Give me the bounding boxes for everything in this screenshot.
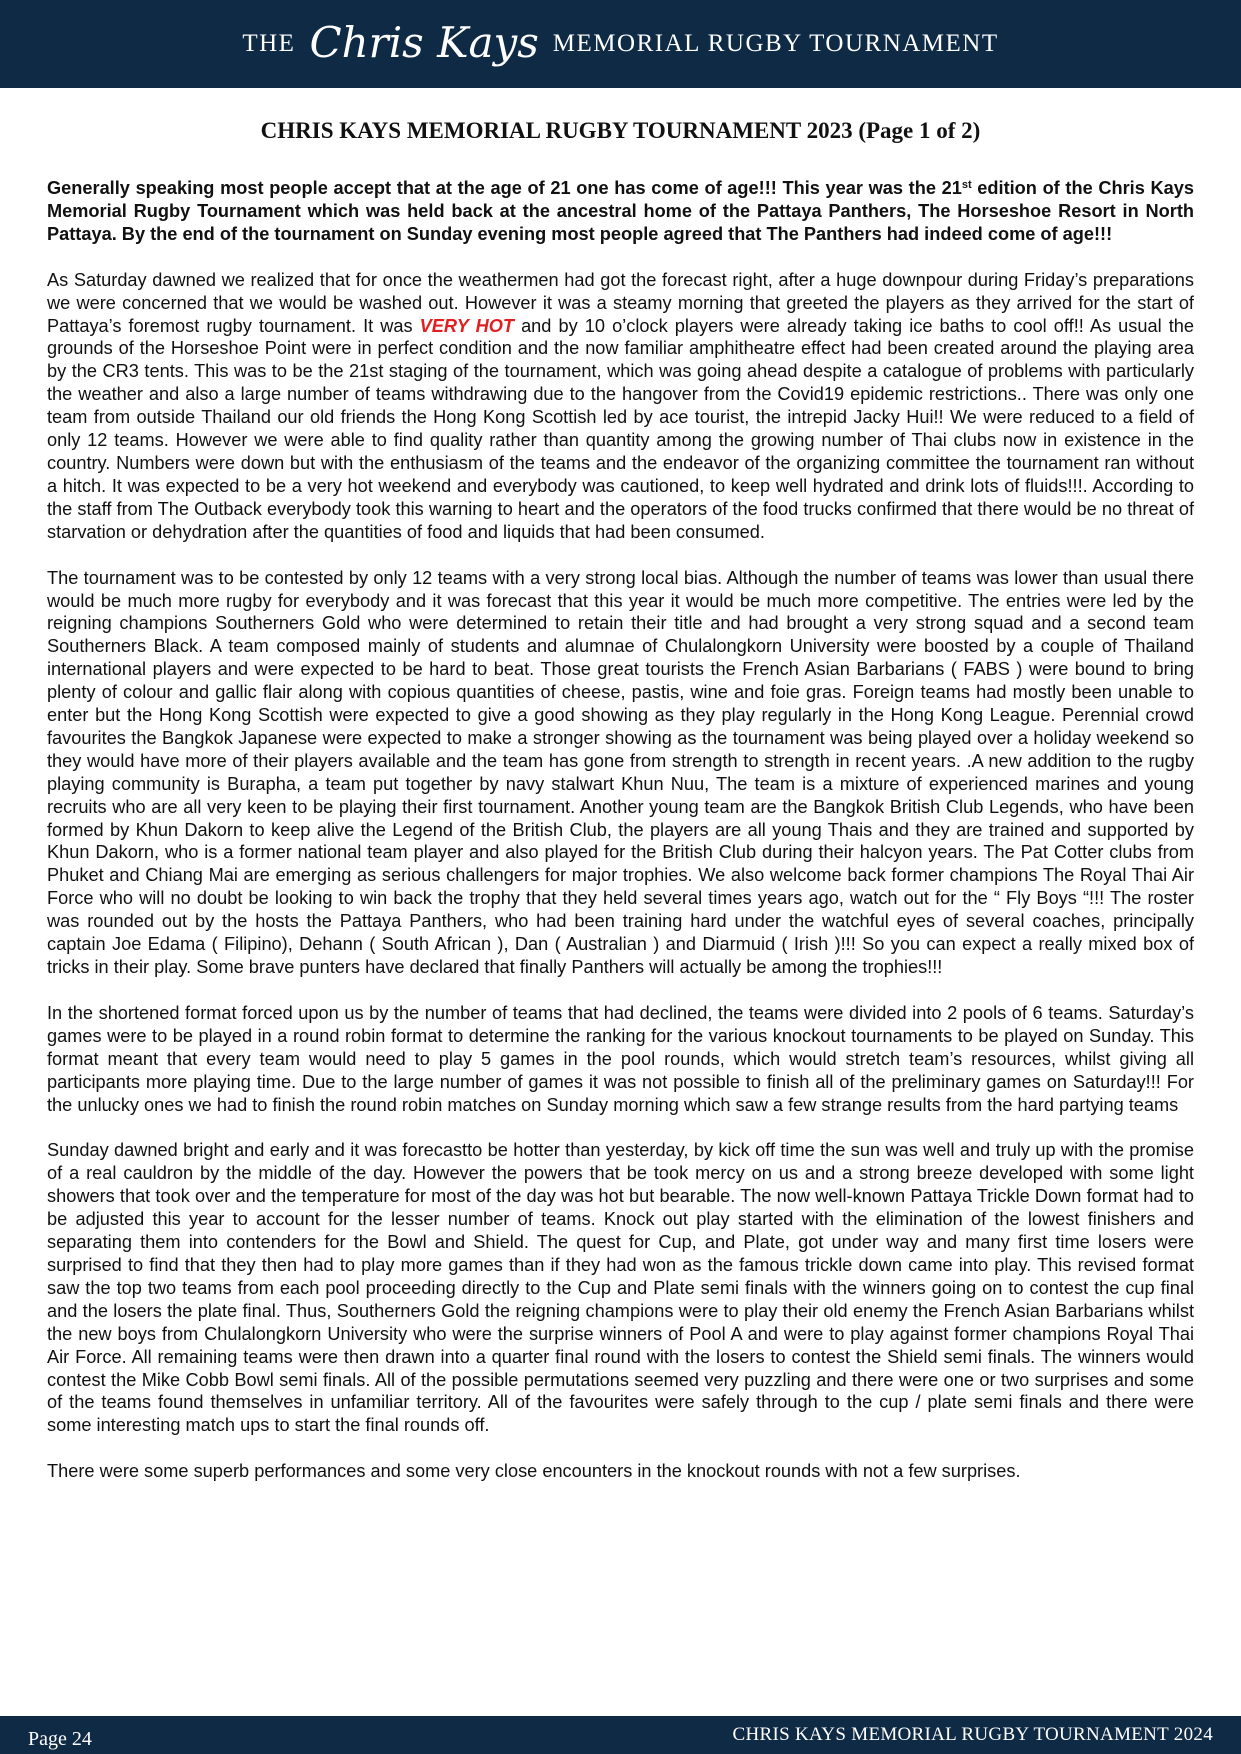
paragraph-knockout: There were some superb performances and some very close encounters in the knockout rounds with not a few surprises. — [47, 1461, 1021, 1482]
very-hot-highlight: VERY HOT — [419, 315, 514, 336]
lead-superscript: st — [961, 179, 972, 191]
lead-text-1: Generally speaking most people accept that at the age of 21 one has come of age!!! This year was the 21 — [47, 178, 962, 198]
paragraph-sunday: Sunday dawned bright and early and it was forecastto be hotter than yesterday, by kick off time the sun was well and truly up with the promise of a real cauldron by the middle of the day. However the powers that be took mercy on us and a strong breeze developed with some light showers that took over and the temperature for most of the day was hot but bearable. The now well-known Pattaya Trickle Down format had to be adjusted this year to account for the lesser number of teams. Knock out play started with the elimination of the lowest finishers and separating them into contenders for the Bowl and Shield. The quest for Cup, and Plate, got under way and many first time losers were surprised to find that they then had to play more games than if they had won as the famous trickle down came into play. This revised format saw the top two teams from each pool proceeding directly to the Cup and Plate semi finals with the winners going on to contest the cup final and the losers the plate final. Thus, Southerners Gold the reigning champions were to play their old enemy the French Asian Barbarians whilst the new boys from Chulalongkorn University who were the surprise winners of Pool A and were to play against former champions Royal Thai Air Force. All remaining teams were then drawn into a quarter final round with the losers to contest the Shield semi finals. The winners would contest the Mike Cobb Bowl semi finals. All of the possible permutations seemed very puzzling and there were one or two surprises and some of the teams found themselves in unfamiliar territory. All of the favourites were safely through to the cup / plate semi finals and there were some interesting match ups to start the final rounds off. — [47, 1140, 1194, 1436]
p1-text-2: and by 10 o’clock players were already taking ice baths to cool off!! As usual the grounds of the Horseshoe Point were in perfect condition and the now familiar amphitheatre effect had been created around the playing area by the CR3 tents. This was to be the 21st staging of the tournament, which was going ahead despite a catalogue of problems with particularly the weather and also a large number of teams withdrawing due to the hangover from the Covid19 epidemic restrictions.. There was only one team from outside Thailand our old friends the Hong Kong Scottish led by ace tourist, the intrepid Jacky Hui!! We were reduced to a field of only 12 teams. However we were able to find quality rather than quantity among the growing number of Thai clubs now in existence in the country. Numbers were down but with the enthusiasm of the teams and the endeavor of the organizing committee the tournament ran without a hitch. It was expected to be a very hot weekend and everybody was cautioned, to keep well hydrated and drink lots of fluids!!!. According to the staff from The Outback everybody took this warning to heart and the operators of the food trucks confirmed that there would be no threat of starvation or dehydration after the quantities of food and liquids that had been consumed. — [47, 315, 1194, 542]
page-footer — [0, 1716, 1241, 1754]
page-number: Page 24 — [28, 1727, 92, 1750]
lead-paragraph — [47, 177, 1194, 246]
paragraph-format: In the shortened format forced upon us by the number of teams that had declined, the teams were divided into 2 pools of 6 teams. Saturday’s games were to be played in a round robin format to determine the ranking for the various knockout tournaments to be played on Sunday. This format meant that every team would need to play 5 games in the pool rounds, which would stretch team’s resources, whilst giving all participants more playing time. Due to the large number of games it was not possible to finish all of the preliminary games on Saturday!!! For the unlucky ones we had to finish the round robin matches on Sunday morning which saw a few strange results from the hard partying teams — [47, 1002, 1194, 1115]
header-prefix: THE — [242, 30, 296, 57]
header-script-name: Chris Kays — [309, 17, 539, 67]
lead-text-2: edition of the Chris Kays Memorial Rugby Tournament which was held back at the ancestral home of the Pattaya Panthers, The Horseshoe Resort in North Pattaya. By the end of the tournament on Sunday evening most people agreed that The Panthers had indeed come of age!!! — [47, 178, 1194, 244]
page-header-banner — [0, 0, 1241, 88]
footer-title: CHRIS KAYS MEMORIAL RUGBY TOURNAMENT 2024 — [732, 1724, 1213, 1745]
paragraph-teams: The tournament was to be contested by only 12 teams with a very strong local bias. Although the number of teams was lower than usual there would be much more rugby for everybody and it was forecast that this year it would be much more competitive. The entries were led by the reigning champions Southerners Gold who were determined to retain their title and had brought a very strong squad and a second team Southerners Black. A team composed mainly of students and alumnae of Chulalongkorn University were boosted by a couple of Thailand international players and were expected to be hard to beat. Those great tourists the French Asian Barbarians ( FABS ) were bound to bring plenty of colour and gallic flair along with copious quantities of cheese, pastis, wine and foie gras. Foreign teams had mostly been unable to enter but the Hong Kong Scottish were expected to give a good showing as they play regularly in the Hong Kong League. Perennial crowd favourites the Bangkok Japanese were expected to make a stronger showing as the tournament was being played over a holiday weekend so they would have more of their players available and the team has gone from strength to strength in recent years. .A new addition to the rugby playing community is Burapha, a team put together by navy stalwart Khun Nuu, The team is a mixture of experienced marines and young recruits who are all very keen to be playing their first tournament. Another young team are the Bangkok British Club Legends, who have been formed by Khun Dakorn to keep alive the Legend of the British Club, the players are all young Thais and they are trained and supported by Khun Dakorn, who is a former national team player and also played for the British Club during their halcyon years. The Pat Cotter clubs from Phuket and Chiang Mai are emerging as serious challengers for major trophies. We also welcome back former champions The Royal Thai Air Force who will no doubt be looking to win back the trophy that they held several times years ago, watch out for the “ Fly Boys “!!! The roster was rounded out by the hosts the Pattaya Panthers, who had been training hard under the watchful eyes of several coaches, principally captain Joe Edama ( Filipino), Dehann ( South African ), Dan ( Australian ) and Diarmuid ( Irish )!!! So you can expect a really mixed box of tricks in their play. Some brave punters have declared that finally Panthers will actually be among the trophies!!! — [47, 567, 1194, 977]
article-body — [47, 177, 1194, 1506]
header-suffix: MEMORIAL RUGBY TOURNAMENT — [552, 30, 999, 57]
paragraph-saturday — [47, 269, 1194, 544]
article-title: CHRIS KAYS MEMORIAL RUGBY TOURNAMENT 2023 (Page 1 of 2) — [260, 118, 981, 143]
p1-text-1: As Saturday dawned we realized that for once the weathermen had got the forecast right, after a huge downpour during Friday’s preparations we were concerned that we would be washed out. However it was a steamy morning that greeted the players as they arrived for the start of Pattaya’s foremost rugby tournament. It was — [47, 269, 1194, 336]
